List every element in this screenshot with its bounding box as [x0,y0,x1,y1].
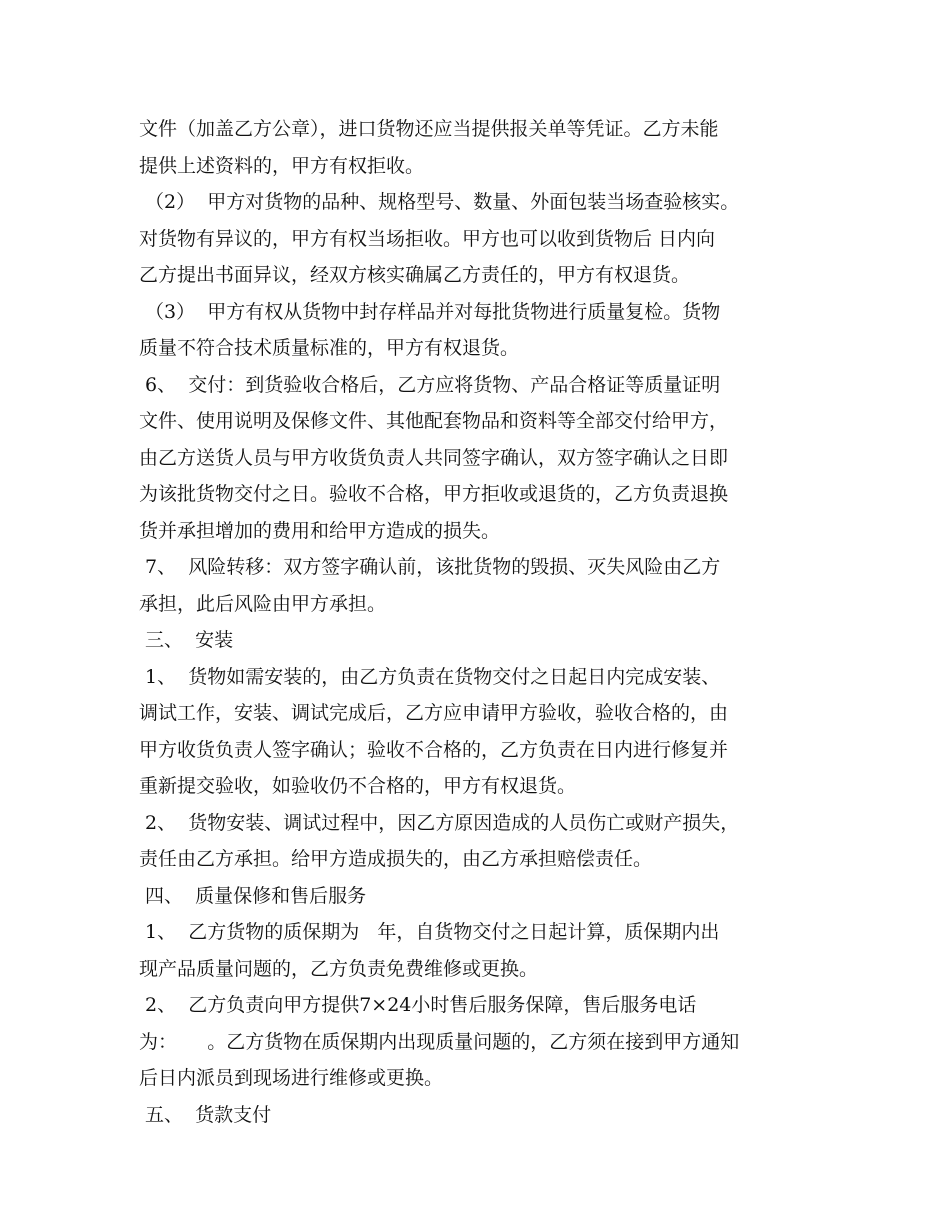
text-line: 乙方提出书面异议，经双方核实确属乙方责任的，甲方有权退货。 [139,264,691,286]
text-line: 由乙方送货人员与甲方收货负责人共同签字确认，双方签字确认之日即 [139,446,729,469]
text-line: （2） 甲方对货物的品种、规格型号、数量、外面包装当场查验核实。 [139,191,740,213]
text-line: 文件、使用说明及保修文件、其他配套物品和资料等全部交付给甲方， [139,410,729,432]
text-line: 现产品质量问题的，乙方负责免费维修或更换。 [139,957,539,980]
text-line: （3） 甲方有权从货物中封存样品并对每批货物进行质量复检。货物 [139,300,721,323]
text-line: 1、 乙方货物的质保期为 年，自货物交付之日起计算，质保期内出 [139,921,720,943]
text-line: 为该批货物交付之日。验收不合格，甲方拒收或退货的，乙方负责退换 [139,483,729,505]
text-line: 1、 货物如需安装的，由乙方负责在货物交付之日起日内完成安装、 [139,665,721,688]
text-line: 责任由乙方承担。给甲方造成损失的，由乙方承担赔偿责任。 [139,848,653,870]
text-line: 调试工作，安装、调试完成后，乙方应申请甲方验收，验收合格的，由 [139,702,729,724]
text-line: 对货物有异议的，甲方有权当场拒收。甲方也可以收到货物后 日内向 [139,227,716,250]
text-line: 后日内派员到现场进行维修或更换。 [139,1067,444,1089]
text-line: 2、 货物安装、调试过程中，因乙方原因造成的人员伤亡或财产损失， [139,811,740,834]
text-line: 为： 。乙方货物在质保期内出现质量问题的，乙方须在接到甲方通知 [139,1030,740,1053]
text-line: 质量不符合技术质量标准的，甲方有权退货。 [139,337,520,359]
text-line: 甲方收货负责人签字确认；验收不合格的，乙方负责在日内进行修复并 [139,738,729,761]
text-line: 2、 乙方负责向甲方提供7×24小时售后服务保障，售后服务电话 [139,994,697,1016]
text-line: 提供上述资料的，甲方有权拒收。 [139,154,425,177]
section-heading: 三、 安装 [139,629,234,651]
text-line: 重新提交验收，如验收仍不合格的，甲方有权退货。 [139,775,577,797]
text-line: 承担，此后风险由甲方承担。 [139,592,387,615]
text-line: 7、 风险转移：双方签字确认前，该批货物的毁损、灭失风险由乙方 [139,556,721,578]
document-body [139,111,829,1133]
text-line: 文件（加盖乙方公章），进口货物还应当提供报关单等凭证。乙方未能 [139,118,719,140]
text-line: 货并承担增加的费用和给甲方造成的损失。 [139,519,501,542]
text-line: 6、 交付：到货验收合格后，乙方应将货物、产品合格证等质量证明 [139,373,721,396]
section-heading: 四、 质量保修和售后服务 [139,884,367,907]
section-heading: 五、 货款支付 [139,1103,272,1126]
